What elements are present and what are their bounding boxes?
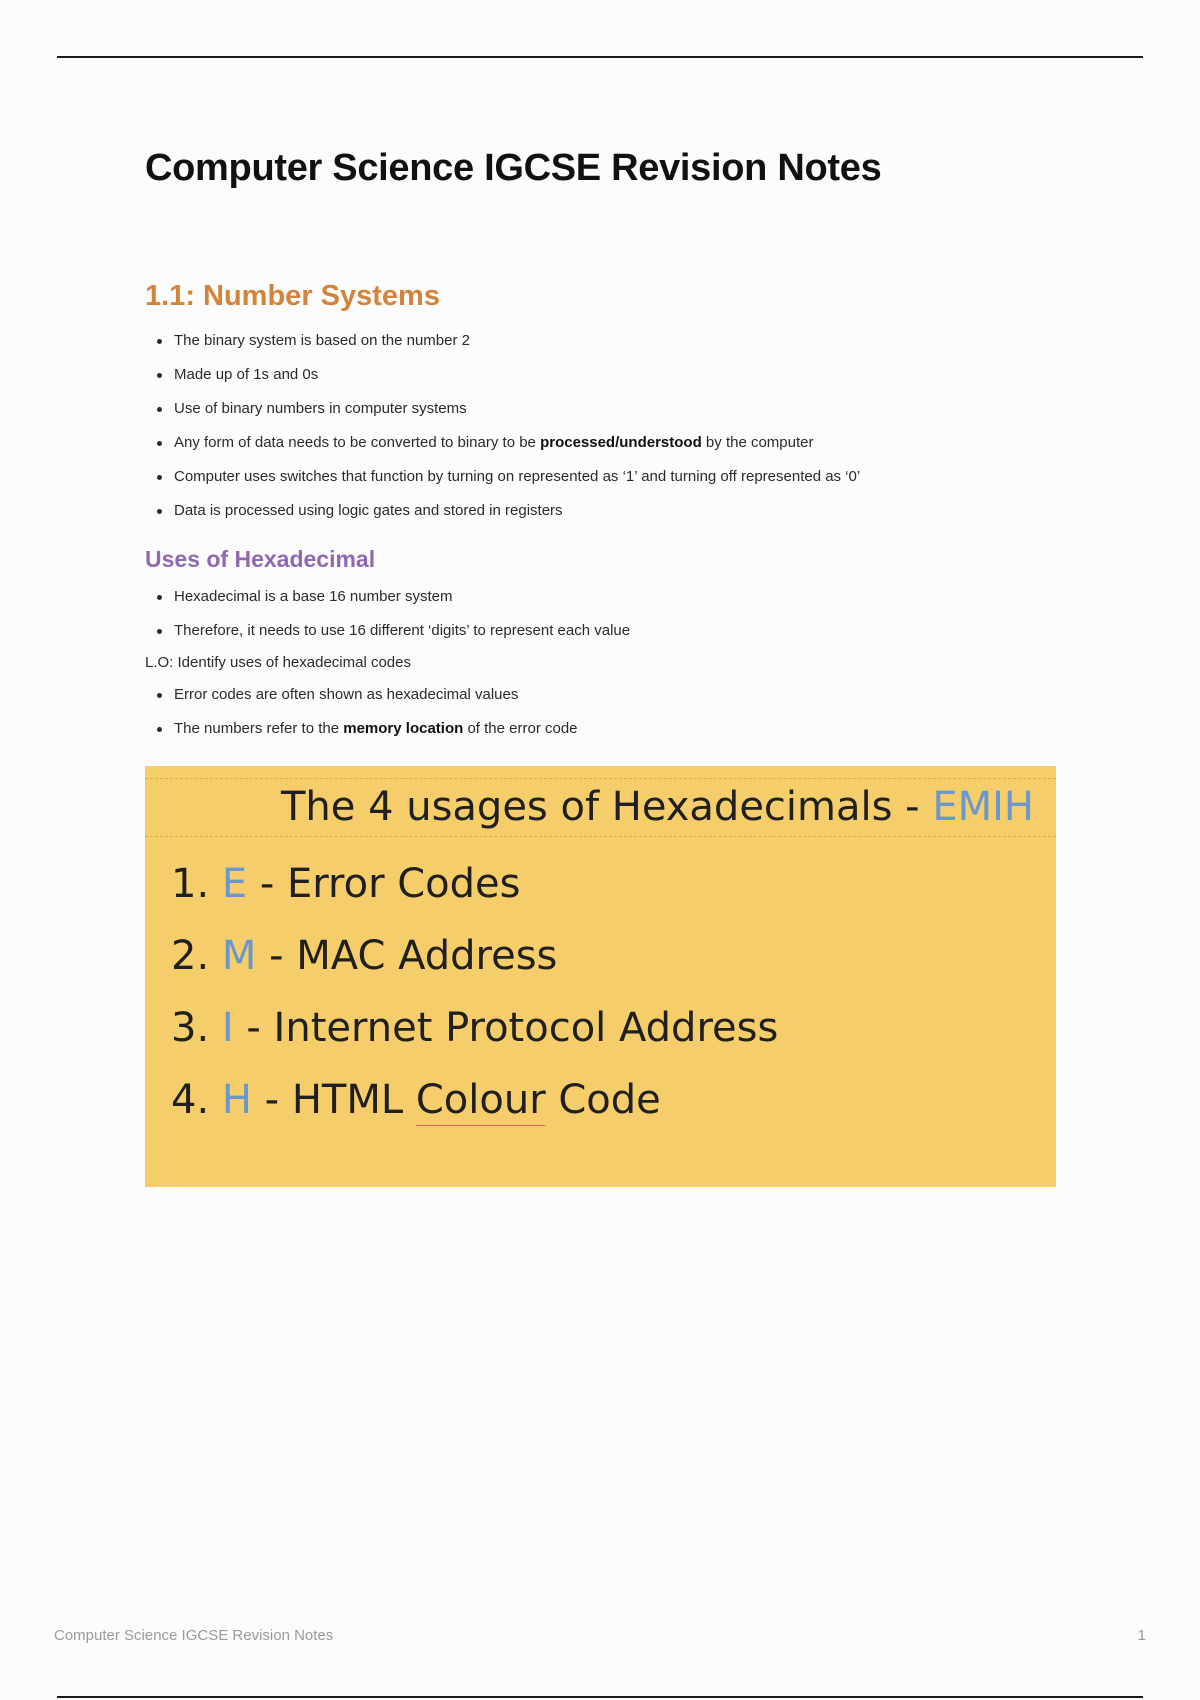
list-item-text: Any form of data needs to be converted to binary to be bbox=[174, 434, 541, 451]
section-heading-number-systems: 1.1: Number Systems bbox=[145, 280, 440, 312]
usage-letter: E bbox=[221, 861, 248, 907]
footer-title: Computer Science IGCSE Revision Notes bbox=[54, 1627, 334, 1644]
usage-number: 2. bbox=[171, 933, 222, 979]
list-item: Data is processed using logic gates and stored in registers bbox=[145, 494, 1055, 528]
callout-title bbox=[145, 778, 1056, 837]
list-item: Therefore, it needs to use 16 different ‘digits’ to represent each value bbox=[145, 614, 1055, 648]
usage-letter: M bbox=[221, 933, 257, 979]
usage-item-html-colour-code bbox=[171, 1064, 778, 1136]
list-item-bold: memory location bbox=[343, 720, 464, 737]
list-item: Made up of 1s and 0s bbox=[145, 358, 1055, 392]
top-rule bbox=[57, 56, 1143, 58]
list-item-text: of the error code bbox=[463, 720, 578, 737]
list-item-text: by the computer bbox=[701, 434, 814, 451]
list-item: Hexadecimal is a base 16 number system bbox=[145, 580, 1055, 614]
list-item-bold: processed/understood bbox=[540, 434, 702, 451]
list-item: The binary system is based on the number 2 bbox=[145, 324, 1055, 358]
usage-text: - HTML bbox=[251, 1077, 416, 1123]
number-systems-list bbox=[145, 324, 1055, 528]
list-item bbox=[145, 426, 1055, 460]
usage-text: Code bbox=[545, 1077, 661, 1123]
subsection-heading-hexadecimal: Uses of Hexadecimal bbox=[145, 546, 376, 572]
list-item: Use of binary numbers in computer systems bbox=[145, 392, 1055, 426]
spellcheck-underlined-word: Colour bbox=[415, 1077, 546, 1123]
hexadecimal-usages-callout bbox=[145, 766, 1056, 1187]
learning-objective: L.O: Identify uses of hexadecimal codes bbox=[145, 654, 411, 671]
usage-number: 4. bbox=[171, 1077, 222, 1123]
usage-text: - MAC Address bbox=[256, 933, 558, 979]
hexadecimal-list bbox=[145, 580, 1055, 648]
list-item: Error codes are often shown as hexadecimal values bbox=[145, 678, 1055, 712]
usage-item-ip-address bbox=[171, 992, 778, 1064]
footer-page-number: 1 bbox=[1137, 1627, 1146, 1644]
page-title: Computer Science IGCSE Revision Notes bbox=[145, 147, 882, 189]
usage-item-error-codes bbox=[171, 848, 778, 920]
callout-title-text: The 4 usages of Hexadecimals - bbox=[280, 784, 933, 830]
hexadecimal-list-continued bbox=[145, 678, 1055, 746]
usage-letter: I bbox=[221, 1005, 234, 1051]
usages-list bbox=[171, 848, 778, 1136]
usage-number: 1. bbox=[171, 861, 222, 907]
page-content bbox=[145, 140, 1055, 746]
usage-text: - Error Codes bbox=[247, 861, 521, 907]
callout-acronym: EMIH bbox=[932, 784, 1034, 830]
list-item: Computer uses switches that function by turning on represented as ‘1’ and turning off represented as ‘0’ bbox=[145, 460, 1055, 494]
list-item bbox=[145, 712, 1055, 746]
list-item-text: The numbers refer to the bbox=[174, 720, 344, 737]
bottom-rule bbox=[57, 1696, 1143, 1698]
usage-letter: H bbox=[221, 1077, 252, 1123]
usage-text: - Internet Protocol Address bbox=[233, 1005, 779, 1051]
usage-item-mac-address bbox=[171, 920, 778, 992]
usage-number: 3. bbox=[171, 1005, 222, 1051]
